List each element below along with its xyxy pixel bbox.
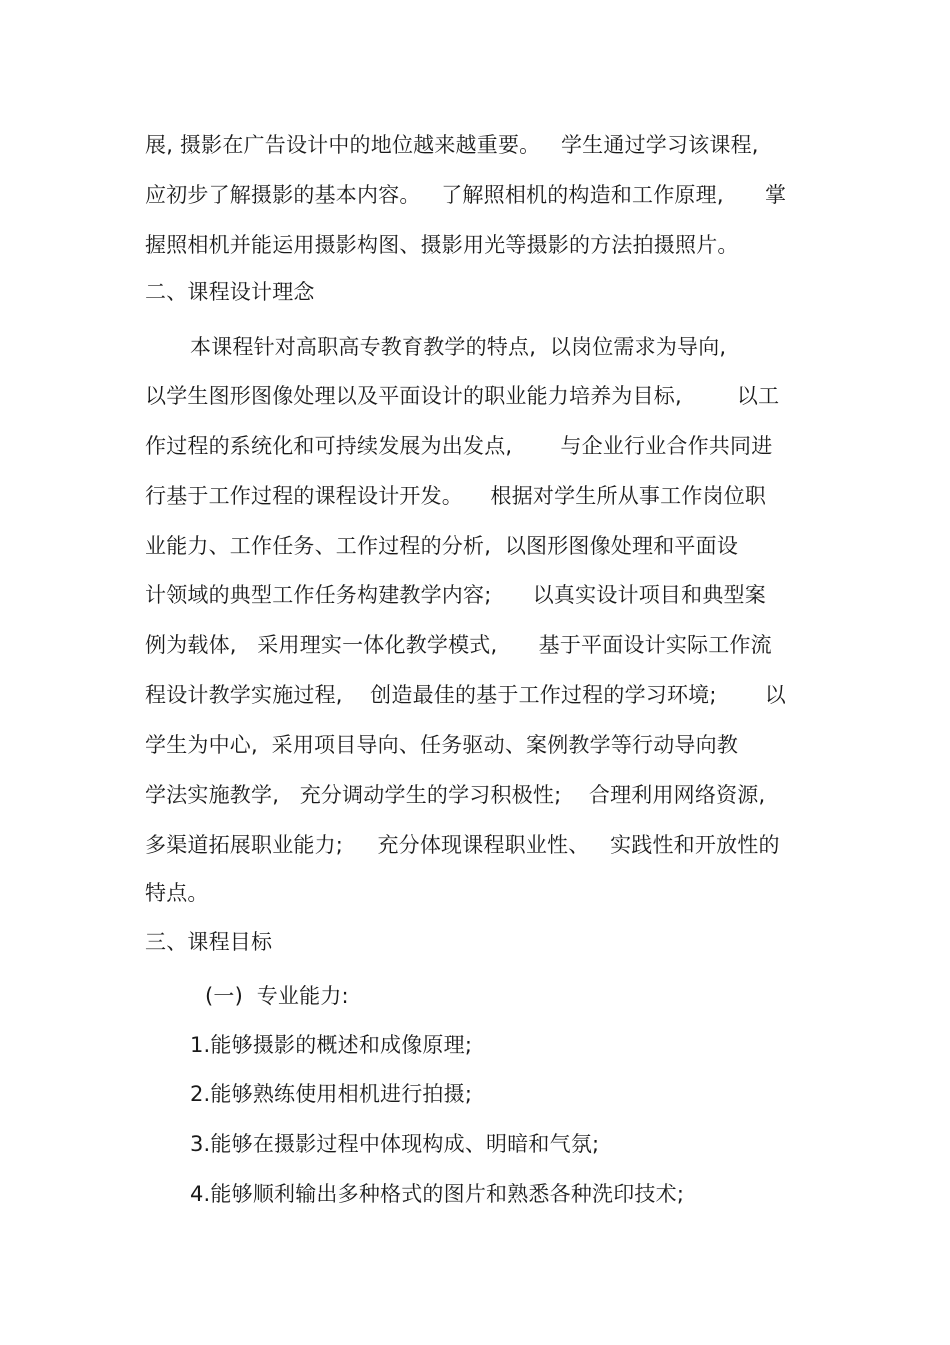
section-heading-design-concept: 二、课程设计理念 bbox=[145, 280, 315, 304]
paragraph2-line: 学法实施教学, 充分调动学生的学习积极性; 合理利用网络资源, bbox=[145, 783, 766, 807]
paragraph2-line: 本课程针对高职高专教育教学的特点, 以岗位需求为导向, bbox=[190, 335, 727, 359]
paragraph2-line: 多渠道拓展职业能力; 充分体现课程职业性、 实践性和开放性的 bbox=[145, 833, 780, 857]
paragraph1-line: 应初步了解摄影的基本内容。 了解照相机的构造和工作原理, 掌 bbox=[145, 183, 787, 207]
paragraph2-line: 程设计教学实施过程, 创造最佳的基于工作过程的学习环境; 以 bbox=[145, 683, 786, 707]
paragraph2-line: 特点。 bbox=[145, 881, 209, 905]
list-item: 2.能够熟练使用相机进行拍摄; bbox=[190, 1082, 473, 1106]
list-item: 3.能够在摄影过程中体现构成、明暗和气氛; bbox=[190, 1132, 600, 1156]
list-item: 1.能够摄影的概述和成像原理; bbox=[190, 1033, 473, 1057]
paragraph2-line: 计领域的典型工作任务构建教学内容; 以真实设计项目和典型案 bbox=[145, 583, 766, 607]
paragraph2-line: 以学生图形图像处理以及平面设计的职业能力培养为目标, 以工 bbox=[145, 384, 780, 408]
paragraph2-line: 作过程的系统化和可持续发展为出发点, 与企业行业合作共同进 bbox=[145, 434, 773, 458]
paragraph1-line: 握照相机并能运用摄影构图、摄影用光等摄影的方法拍摄照片。 bbox=[145, 233, 739, 257]
list-item: 4.能够顺利输出多种格式的图片和熟悉各种洗印技术; bbox=[190, 1182, 685, 1206]
section-heading-course-goals: 三、课程目标 bbox=[145, 930, 273, 954]
paragraph2-line: 行基于工作过程的课程设计开发。 根据对学生所从事工作岗位职 bbox=[145, 484, 767, 508]
subsection-heading-professional-ability: (一) 专业能力: bbox=[205, 984, 349, 1008]
paragraph2-line: 学生为中心, 采用项目导向、任务驱动、案例教学等行动导向教 bbox=[145, 733, 739, 757]
paragraph1-line: 展, 摄影在广告设计中的地位越来越重要。 学生通过学习该课程, bbox=[145, 133, 759, 157]
paragraph2-line: 业能力、工作任务、工作过程的分析, 以图形图像处理和平面设 bbox=[145, 534, 739, 558]
paragraph2-line: 例为载体, 采用理实一体化教学模式, 基于平面设计实际工作流 bbox=[145, 633, 772, 657]
